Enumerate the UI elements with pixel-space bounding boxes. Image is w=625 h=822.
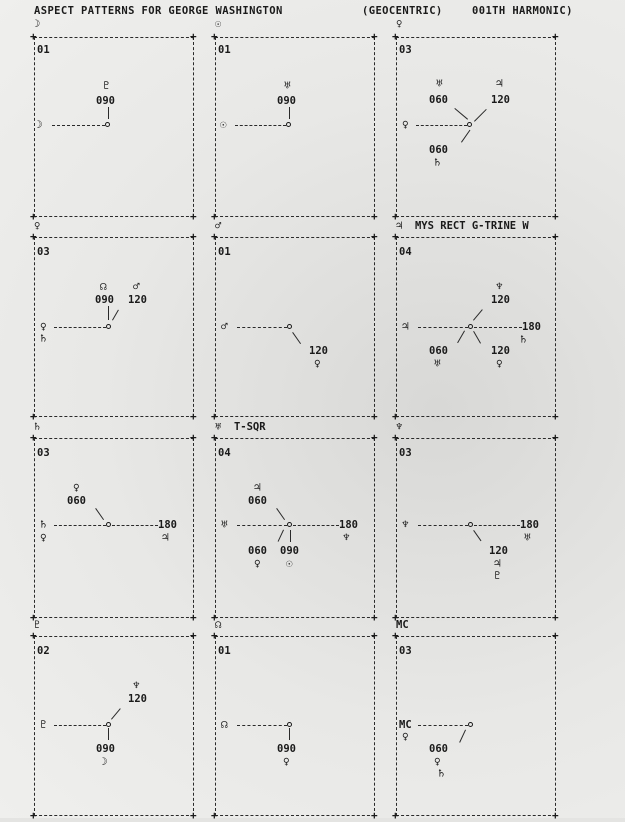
corner-marker: +	[211, 431, 218, 444]
corner-marker: +	[552, 30, 559, 43]
center-point	[105, 122, 110, 127]
aspect-degree: 120	[489, 545, 508, 557]
sun-symbol: ☉	[286, 557, 293, 570]
corner-marker: +	[392, 431, 399, 444]
aspect-degree: 180	[339, 519, 358, 531]
mars-symbol: ♂	[221, 320, 228, 333]
corner-marker: +	[392, 210, 399, 223]
corner-marker: +	[552, 210, 559, 223]
corner-marker: +	[392, 30, 399, 43]
corner-marker: +	[392, 629, 399, 642]
cell-frame	[396, 636, 556, 816]
center-point	[468, 722, 473, 727]
pattern-count: 01	[218, 246, 231, 258]
aspect-line	[474, 327, 522, 328]
saturn-symbol: ♄	[40, 332, 47, 345]
cell-header: ♂	[215, 220, 222, 232]
page-title: ASPECT PATTERNS FOR GEORGE WASHINGTON	[34, 5, 283, 17]
uranus-symbol: ♅	[221, 518, 228, 531]
aspect-degree: 120	[309, 345, 328, 357]
pattern-count: 03	[399, 44, 412, 56]
corner-marker: +	[552, 230, 559, 243]
aspect-degree: 120	[491, 94, 510, 106]
corner-marker: +	[211, 230, 218, 243]
pluto-symbol: ♇	[103, 79, 110, 92]
aspect-line	[289, 107, 290, 119]
venus-symbol: ♀	[283, 755, 290, 768]
cell-header: ♅ T-SQR	[215, 421, 266, 433]
uranus-symbol: ♅	[524, 531, 531, 544]
moon-symbol: ☽	[36, 118, 43, 131]
pluto-symbol: ♇	[494, 569, 501, 582]
venus-symbol: ♀	[402, 118, 409, 131]
aspect-degree: 090	[280, 545, 299, 557]
corner-marker: +	[392, 611, 399, 624]
aspect-degree: 120	[128, 693, 147, 705]
aspect-degree: 090	[277, 743, 296, 755]
cell-header: ♀	[396, 18, 403, 30]
cell-header: ♃ MYS RECT G-TRINE W	[396, 220, 529, 232]
aspect-degree: 180	[158, 519, 177, 531]
jupiter-symbol: ♃	[254, 481, 261, 494]
venus-symbol: ♀	[496, 357, 503, 370]
corner-marker: +	[211, 611, 218, 624]
harmonic-label: 001TH HARMONIC)	[472, 5, 573, 17]
aspect-line	[235, 125, 286, 126]
aspect-degree: 060	[248, 545, 267, 557]
cell-header: ☽	[34, 18, 41, 30]
uranus-symbol: ♅	[434, 357, 441, 370]
corner-marker: +	[30, 629, 37, 642]
center-point	[467, 122, 472, 127]
aspect-degree: 120	[491, 294, 510, 306]
corner-marker: +	[392, 809, 399, 822]
aspect-line	[289, 728, 290, 740]
cell-header: ♆	[396, 421, 403, 433]
corner-marker: +	[190, 809, 197, 822]
corner-marker: +	[392, 410, 399, 423]
aspect-line	[108, 306, 109, 320]
center-point	[106, 722, 111, 727]
corner-marker: +	[371, 410, 378, 423]
aspect-line	[112, 525, 158, 526]
saturn-symbol: ♄	[40, 518, 47, 531]
pattern-count: 03	[37, 447, 50, 459]
corner-marker: +	[30, 210, 37, 223]
venus-symbol: ♀	[314, 357, 321, 370]
center-point	[287, 522, 292, 527]
corner-marker: +	[30, 809, 37, 822]
mars-symbol: ♂	[133, 280, 140, 293]
aspect-line	[418, 725, 468, 726]
aspect-degree: 060	[67, 495, 86, 507]
mc-label: MC	[399, 719, 412, 731]
aspect-line	[54, 327, 106, 328]
pluto-symbol: ♇	[40, 718, 47, 731]
venus-symbol: ♀	[40, 531, 47, 544]
corner-marker: +	[211, 809, 218, 822]
center-point	[468, 522, 473, 527]
pattern-count: 01	[218, 44, 231, 56]
aspect-line	[293, 525, 339, 526]
center-point	[468, 324, 473, 329]
cell-header: ☉	[215, 18, 222, 30]
venus-symbol: ♀	[254, 557, 261, 570]
corner-marker: +	[30, 230, 37, 243]
uranus-symbol: ♅	[284, 79, 291, 92]
saturn-symbol: ♄	[520, 333, 527, 346]
node-symbol: ☊	[221, 718, 228, 731]
corner-marker: +	[371, 611, 378, 624]
jupiter-symbol: ♃	[402, 320, 409, 333]
neptune-symbol: ♆	[133, 679, 140, 692]
corner-marker: +	[30, 410, 37, 423]
corner-marker: +	[211, 210, 218, 223]
cell-header: ♀	[34, 220, 41, 232]
corner-marker: +	[552, 629, 559, 642]
cell-header: ♄	[34, 421, 41, 433]
neptune-symbol: ♆	[496, 280, 503, 293]
aspect-line	[474, 525, 520, 526]
moon-symbol: ☽	[101, 755, 108, 768]
corner-marker: +	[30, 30, 37, 43]
aspect-degree: 120	[491, 345, 510, 357]
corner-marker: +	[211, 410, 218, 423]
center-point	[287, 324, 292, 329]
corner-marker: +	[552, 431, 559, 444]
corner-marker: +	[190, 210, 197, 223]
aspect-line	[54, 725, 106, 726]
center-point	[106, 522, 111, 527]
node-symbol: ☊	[100, 280, 107, 293]
aspect-degree: 090	[96, 743, 115, 755]
center-point	[106, 324, 111, 329]
pattern-count: 03	[399, 645, 412, 657]
corner-marker: +	[552, 809, 559, 822]
corner-marker: +	[190, 30, 197, 43]
aspect-degree: 090	[96, 95, 115, 107]
corner-marker: +	[552, 410, 559, 423]
aspect-degree: 090	[277, 95, 296, 107]
jupiter-symbol: ♃	[494, 557, 501, 570]
corner-marker: +	[371, 629, 378, 642]
sun-symbol: ☉	[220, 118, 227, 131]
neptune-symbol: ♆	[402, 518, 409, 531]
pattern-count: 04	[399, 246, 412, 258]
aspect-degree: 060	[429, 743, 448, 755]
aspect-degree: 060	[429, 94, 448, 106]
aspect-line	[237, 525, 287, 526]
aspect-line	[416, 125, 467, 126]
corner-marker: +	[190, 611, 197, 624]
center-point	[287, 722, 292, 727]
neptune-symbol: ♆	[343, 531, 350, 544]
pattern-count: 03	[399, 447, 412, 459]
pattern-count: 04	[218, 447, 231, 459]
jupiter-symbol: ♃	[162, 531, 169, 544]
aspect-degree: 060	[429, 144, 448, 156]
pattern-count: 01	[37, 44, 50, 56]
aspect-line	[418, 327, 468, 328]
corner-marker: +	[30, 431, 37, 444]
corner-marker: +	[30, 611, 37, 624]
corner-marker: +	[211, 629, 218, 642]
cell-frame	[34, 636, 194, 816]
cell-frame	[34, 37, 194, 217]
pattern-count: 01	[218, 645, 231, 657]
corner-marker: +	[552, 611, 559, 624]
pattern-count: 02	[37, 645, 50, 657]
aspect-line	[237, 327, 287, 328]
corner-marker: +	[211, 30, 218, 43]
corner-marker: +	[371, 809, 378, 822]
center-point	[286, 122, 291, 127]
cell-header: ♇	[34, 619, 41, 631]
corner-marker: +	[371, 30, 378, 43]
cell-frame	[215, 37, 375, 217]
corner-marker: +	[190, 410, 197, 423]
mode-label: (GEOCENTRIC)	[362, 5, 443, 17]
aspect-degree: 060	[248, 495, 267, 507]
venus-symbol: ♀	[402, 730, 409, 743]
corner-marker: +	[371, 431, 378, 444]
cell-header: MC	[396, 619, 409, 631]
saturn-symbol: ♄	[438, 767, 445, 780]
aspect-line	[108, 728, 109, 740]
aspect-degree: 180	[522, 321, 541, 333]
aspect-line	[290, 530, 291, 542]
uranus-symbol: ♅	[436, 77, 443, 90]
jupiter-symbol: ♃	[496, 77, 503, 90]
pattern-count: 03	[37, 246, 50, 258]
aspect-degree: 060	[429, 345, 448, 357]
aspect-line	[54, 525, 106, 526]
aspect-line	[418, 525, 468, 526]
aspect-line	[108, 107, 109, 119]
aspect-degree: 120	[128, 294, 147, 306]
corner-marker: +	[371, 230, 378, 243]
corner-marker: +	[190, 230, 197, 243]
aspect-line	[237, 725, 287, 726]
saturn-symbol: ♄	[434, 156, 441, 169]
aspect-degree: 180	[520, 519, 539, 531]
cell-frame	[396, 37, 556, 217]
cell-frame	[215, 636, 375, 816]
venus-symbol: ♀	[434, 755, 441, 768]
aspect-line	[52, 125, 105, 126]
aspect-degree: 090	[95, 294, 114, 306]
cell-header: ☊	[215, 619, 222, 631]
corner-marker: +	[190, 629, 197, 642]
corner-marker: +	[190, 431, 197, 444]
corner-marker: +	[392, 230, 399, 243]
venus-symbol: ♀	[73, 481, 80, 494]
venus-symbol: ♀	[40, 320, 47, 333]
corner-marker: +	[371, 210, 378, 223]
